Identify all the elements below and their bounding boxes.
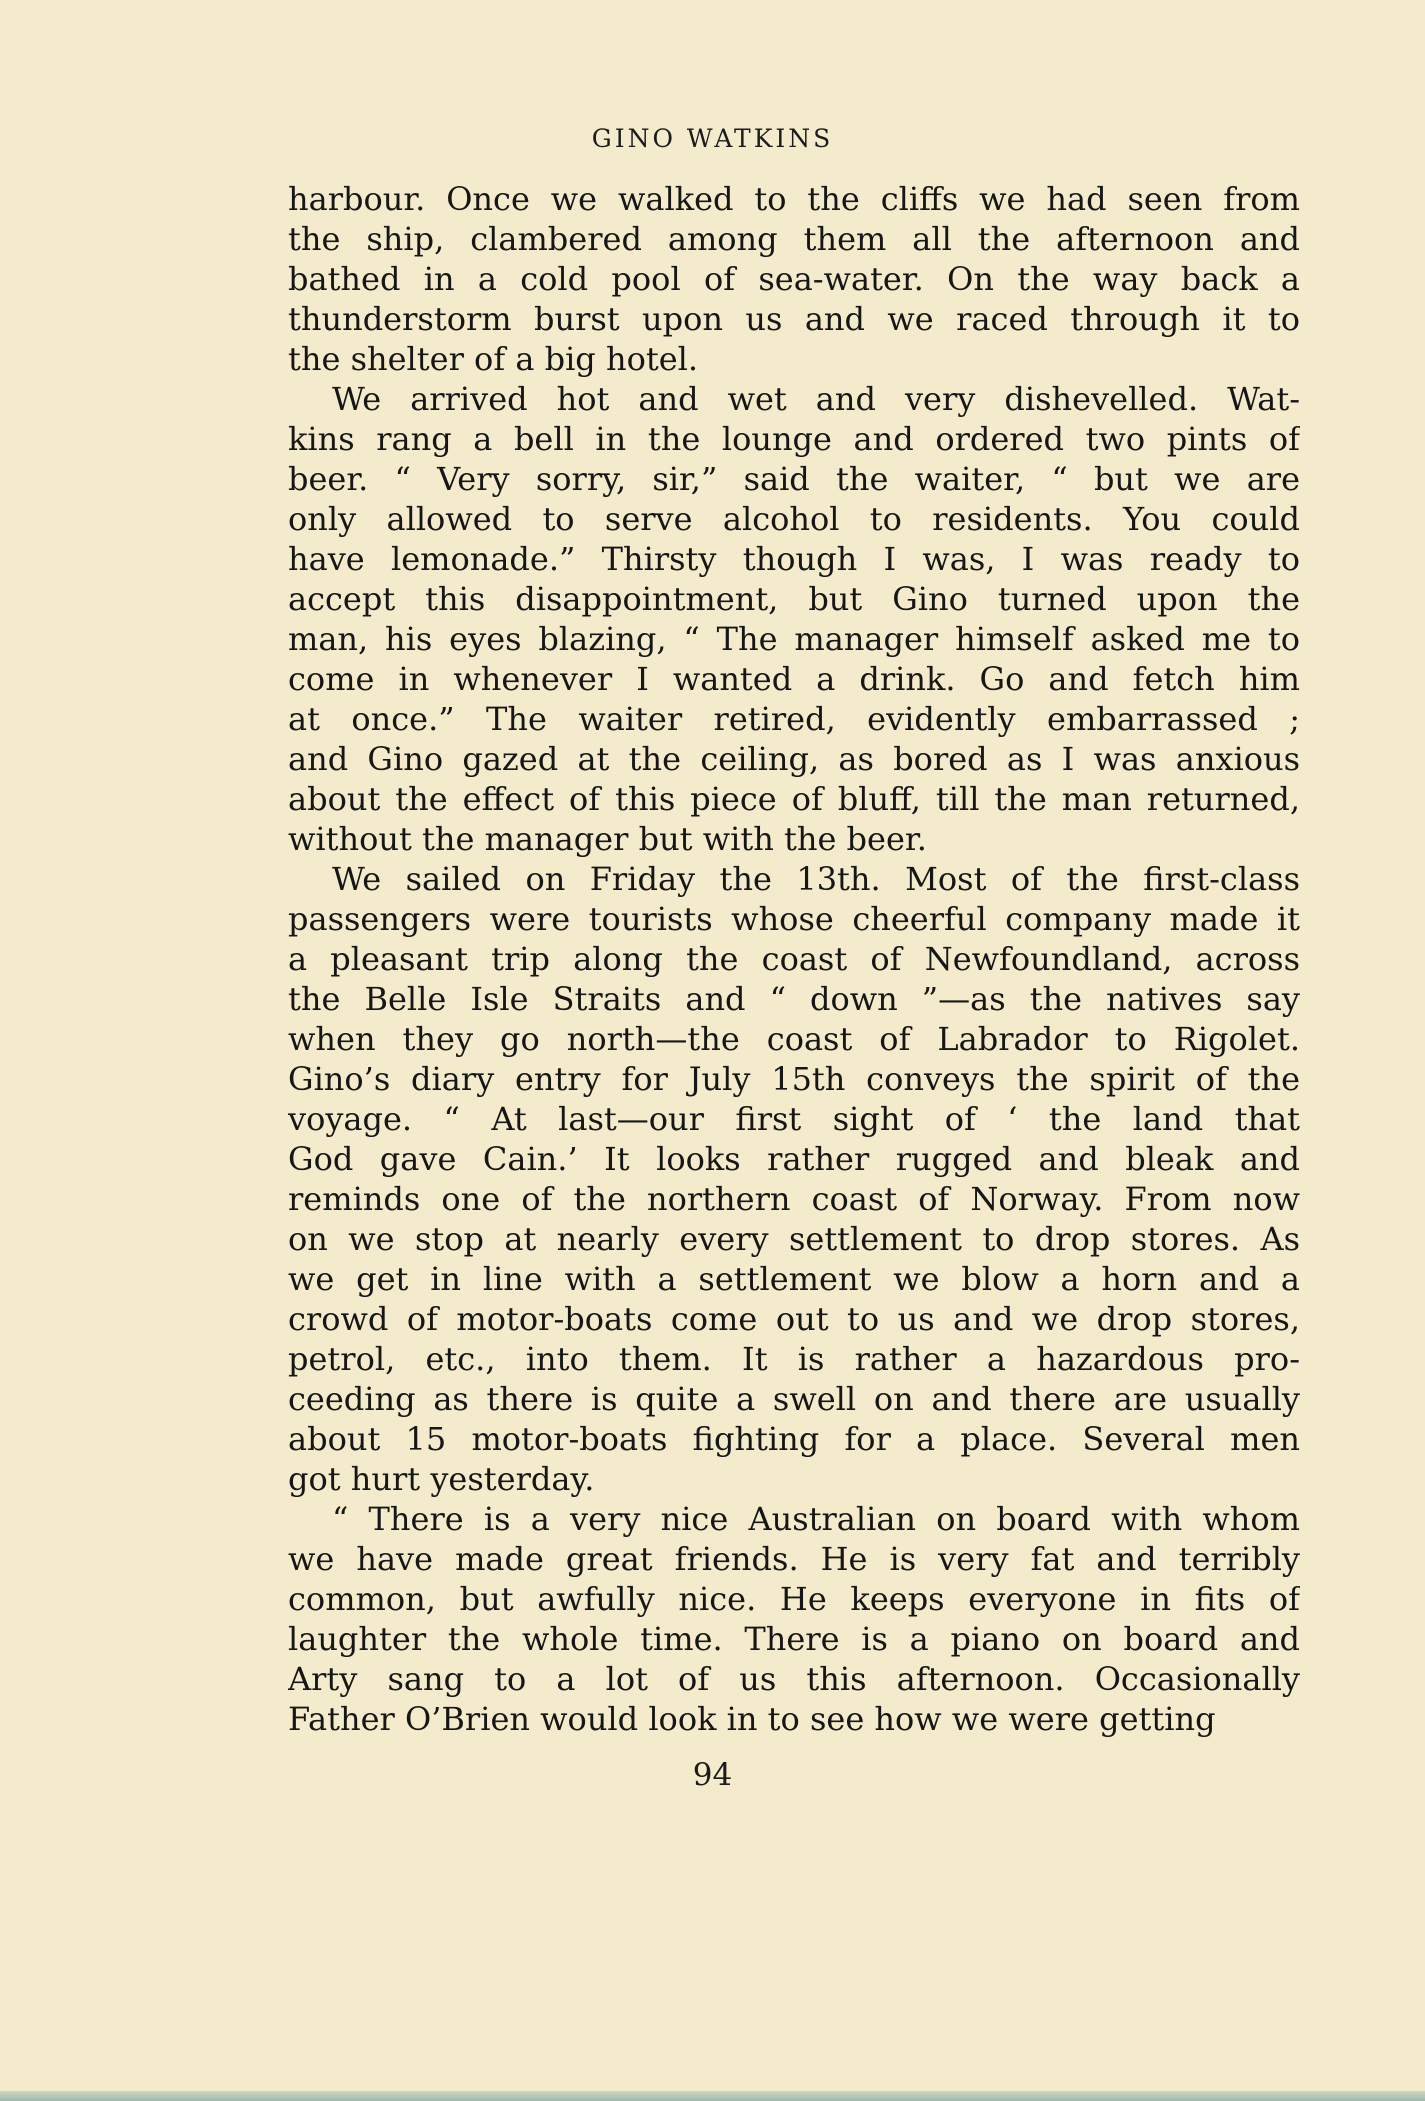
- text-line: common, but awfully nice. He keeps everyone in fits of: [288, 1580, 1300, 1618]
- text-line: and Gino gazed at the ceiling, as bored as I was anxious: [288, 740, 1300, 778]
- text-line: got hurt yesterday.: [288, 1460, 595, 1498]
- text-line: come in whenever I wanted a drink. Go and fetch him: [288, 660, 1300, 698]
- paragraph: [288, 379, 1300, 859]
- text-line: passengers were tourists whose cheerful company made it: [288, 900, 1300, 938]
- text-line: only allowed to serve alcohol to residents. You could: [288, 500, 1300, 538]
- running-head: GINO WATKINS: [591, 124, 834, 153]
- paragraph: [288, 859, 1300, 1499]
- text-line: harbour. Once we walked to the cliffs we had seen from: [288, 180, 1300, 218]
- text-line: about the effect of this piece of bluff, till the man returned,: [288, 780, 1300, 818]
- text-line: petrol, etc., into them. It is rather a hazardous pro-: [288, 1340, 1300, 1378]
- page-bottom-edge: [0, 2091, 1425, 2101]
- text-line: the shelter of a big hotel.: [288, 340, 699, 378]
- text-line: We sailed on Friday the 13th. Most of the first-class: [332, 860, 1300, 898]
- text-line: laughter the whole time. There is a piano on board and: [288, 1620, 1300, 1658]
- text-line: at once.” The waiter retired, evidently embarrassed ;: [288, 700, 1300, 738]
- text-line: God gave Cain.’ It looks rather rugged and bleak and: [288, 1140, 1300, 1178]
- page-number: 94: [692, 1757, 733, 1793]
- paragraph: [288, 179, 1300, 379]
- text-line: have lemonade.” Thirsty though I was, I was ready to: [288, 540, 1300, 578]
- text-line: Gino’s diary entry for July 15th conveys the spirit of the: [288, 1060, 1300, 1098]
- text-line: the ship, clambered among them all the afternoon and: [288, 220, 1300, 258]
- text-line: the Belle Isle Straits and “ down ”—as the natives say: [288, 980, 1300, 1018]
- text-line: crowd of motor-boats come out to us and we drop stores,: [288, 1300, 1300, 1338]
- text-line: on we stop at nearly every settlement to drop stores. As: [288, 1220, 1300, 1258]
- paragraph: [288, 1499, 1300, 1739]
- body-text: [288, 179, 1300, 1739]
- text-line: we get in line with a settlement we blow a horn and a: [288, 1260, 1300, 1298]
- text-line: man, his eyes blazing, “ The manager himself asked me to: [288, 620, 1300, 658]
- text-line: voyage. “ At last—our first sight of ‘ the land that: [288, 1100, 1300, 1138]
- text-line: Arty sang to a lot of us this afternoon. Occasionally: [288, 1660, 1300, 1698]
- text-line: thunderstorm burst upon us and we raced through it to: [288, 300, 1300, 338]
- text-line: when they go north—the coast of Labrador to Rigolet.: [288, 1020, 1300, 1058]
- text-line: a pleasant trip along the coast of Newfoundland, across: [288, 940, 1300, 978]
- text-line: about 15 motor-boats fighting for a place. Several men: [288, 1420, 1300, 1458]
- text-line: kins rang a bell in the lounge and ordered two pints of: [288, 420, 1300, 458]
- text-line: bathed in a cold pool of sea-water. On the way back a: [288, 260, 1300, 298]
- text-line: We arrived hot and wet and very dishevelled. Wat-: [332, 380, 1300, 418]
- text-line: we have made great friends. He is very fat and terribly: [288, 1540, 1300, 1578]
- text-line: without the manager but with the beer.: [288, 820, 927, 858]
- text-line: Father O’Brien would look in to see how we were getting: [288, 1700, 1216, 1738]
- text-line: ceeding as there is quite a swell on and there are usually: [288, 1380, 1300, 1418]
- text-line: beer. “ Very sorry, sir,” said the waiter, “ but we are: [288, 460, 1300, 498]
- text-line: accept this disappointment, but Gino turned upon the: [288, 580, 1300, 618]
- text-line: “ There is a very nice Australian on board with whom: [332, 1500, 1300, 1538]
- text-line: reminds one of the northern coast of Norway. From now: [288, 1180, 1300, 1218]
